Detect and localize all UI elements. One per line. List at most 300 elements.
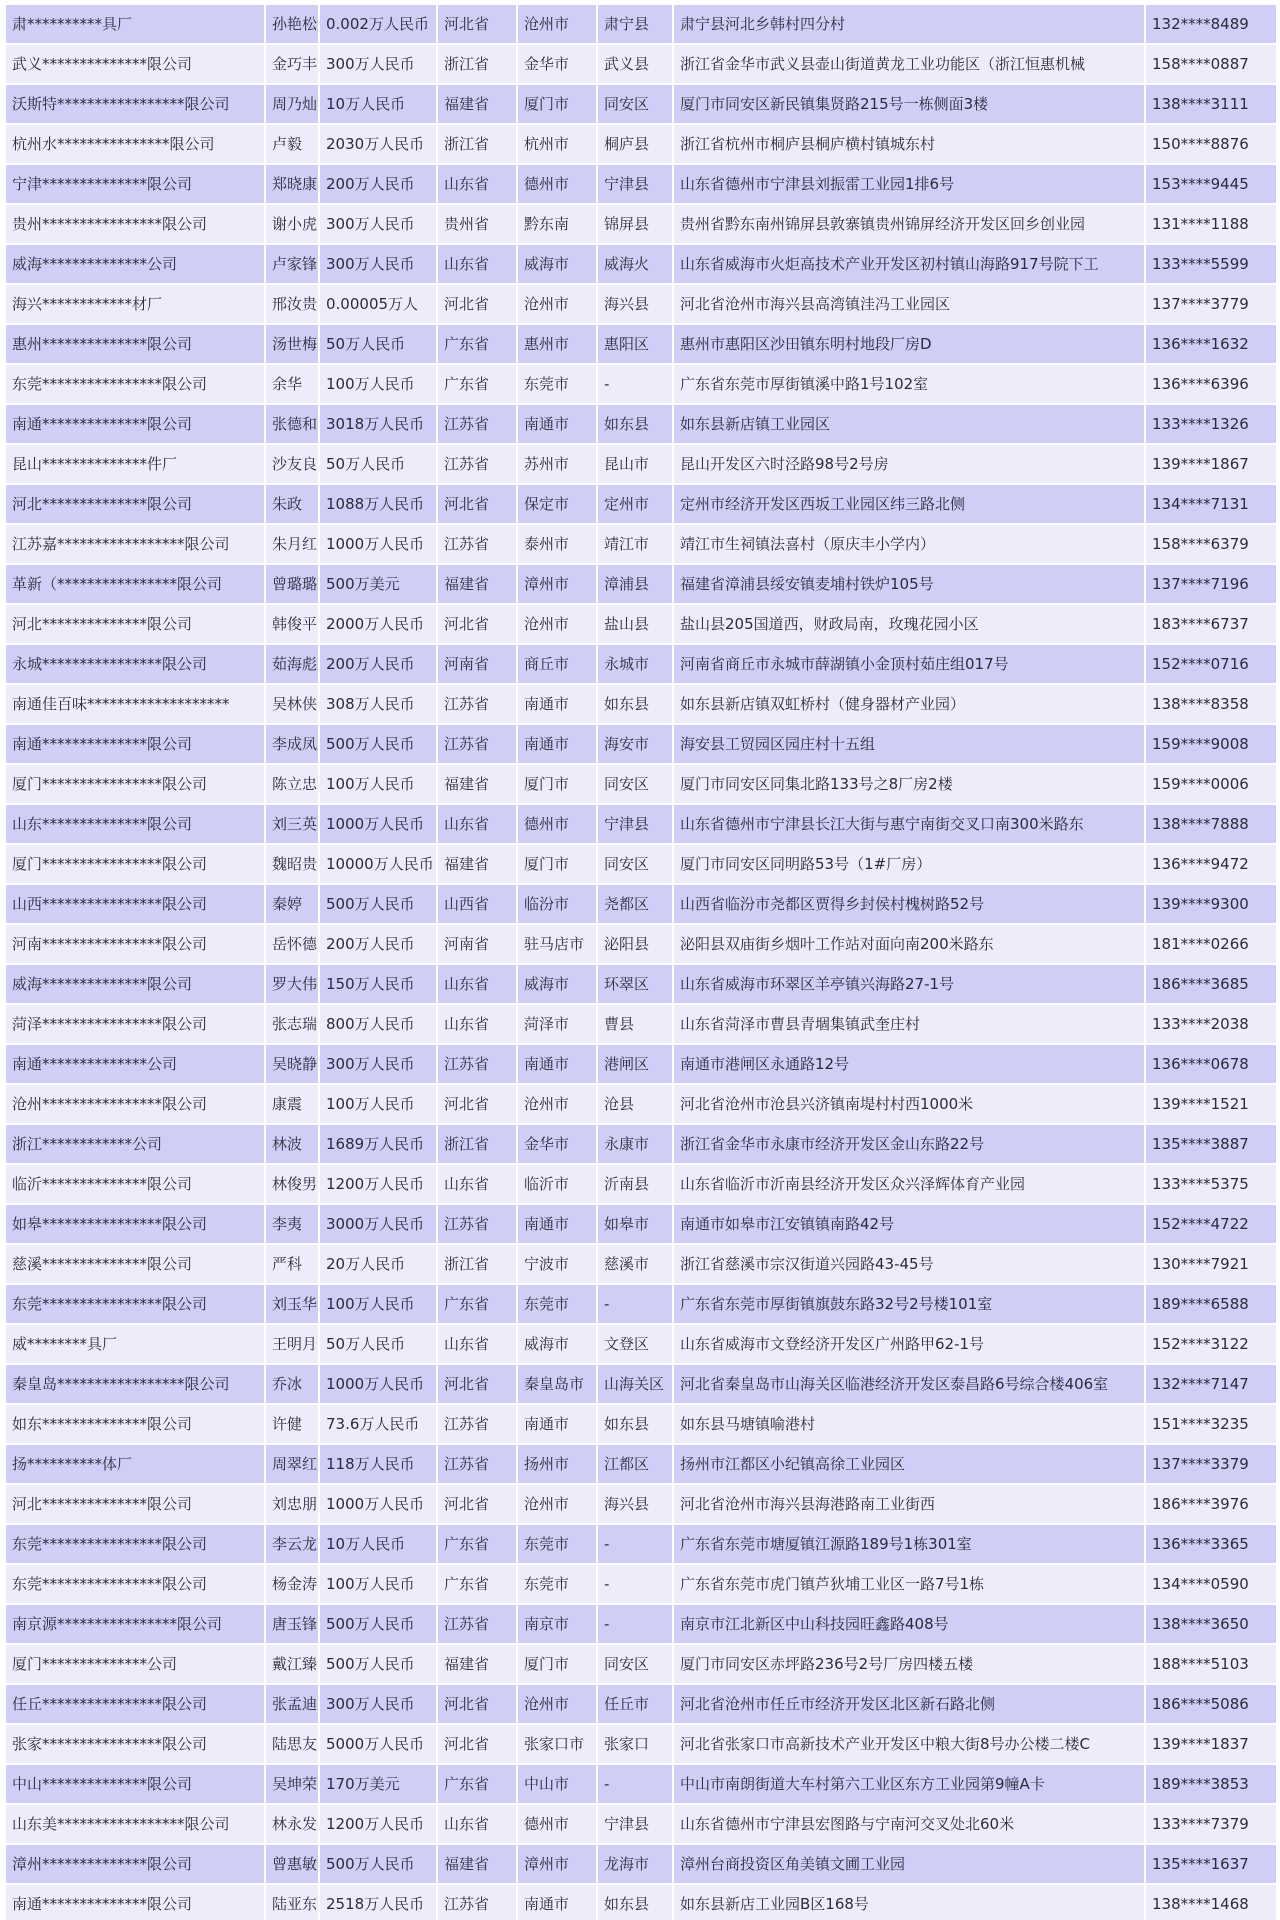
table-row [6,85,1276,123]
province-cell: 河北省 [438,1685,516,1723]
city-cell: 南京市 [518,1605,596,1643]
province-cell: 江苏省 [438,525,516,563]
legal-person-cell: 曾璐璐 [266,565,318,603]
address-cell: 如东县新店镇双虹桥村（健身器材产业园） [674,685,1144,723]
phone-cell: 137****3779 [1146,285,1276,323]
city-cell: 中山市 [518,1765,596,1803]
registered-capital-cell: 10000万人民币 [320,845,436,883]
company-name-cell: 南通**************限公司 [6,405,264,443]
registered-capital-cell: 1200万人民币 [320,1165,436,1203]
city-cell: 南通市 [518,685,596,723]
registered-capital-cell: 5000万人民币 [320,1725,436,1763]
company-name-cell: 杭州水***************限公司 [6,125,264,163]
table-row [6,685,1276,723]
table-row [6,1245,1276,1283]
phone-cell: 139****1867 [1146,445,1276,483]
registered-capital-cell: 170万美元 [320,1765,436,1803]
registered-capital-cell: 0.00005万人 [320,285,436,323]
table-row [6,725,1276,763]
table-row [6,605,1276,643]
address-cell: 南通市如皋市江安镇镇南路42号 [674,1205,1144,1243]
phone-cell: 134****0590 [1146,1565,1276,1603]
city-cell: 南通市 [518,1045,596,1083]
company-name-cell: 任丘****************限公司 [6,1685,264,1723]
registered-capital-cell: 300万人民币 [320,1685,436,1723]
legal-person-cell: 林俊男 [266,1165,318,1203]
company-name-cell: 如东**************限公司 [6,1405,264,1443]
address-cell: 南京市江北新区中山科技园旺鑫路408号 [674,1605,1144,1643]
address-cell: 厦门市同安区同明路53号（1#厂房） [674,845,1144,883]
phone-cell: 138****3650 [1146,1605,1276,1643]
phone-cell: 151****3235 [1146,1405,1276,1443]
phone-cell: 189****3853 [1146,1765,1276,1803]
company-name-cell: 张家****************限公司 [6,1725,264,1763]
registered-capital-cell: 150万人民币 [320,965,436,1003]
company-name-cell: 武义**************限公司 [6,45,264,83]
address-cell: 如东县新店镇工业园区 [674,405,1144,443]
table-row [6,1285,1276,1323]
legal-person-cell: 金巧丰 [266,45,318,83]
address-cell: 河北省张家口市高新技术产业开发区中粮大街8号办公楼二楼C [674,1725,1144,1763]
registered-capital-cell: 20万人民币 [320,1245,436,1283]
company-name-cell: 威********具厂 [6,1325,264,1363]
company-name-cell: 宁津**************限公司 [6,165,264,203]
address-cell: 厦门市同安区赤坪路236号2号厂房四楼五楼 [674,1645,1144,1683]
table-row [6,485,1276,523]
province-cell: 广东省 [438,1765,516,1803]
province-cell: 河北省 [438,485,516,523]
address-cell: 山东省临沂市沂南县经济开发区众兴泽辉体育产业园 [674,1165,1144,1203]
county-cell: 张家口 [598,1725,672,1763]
address-cell: 如东县马塘镇喻港村 [674,1405,1144,1443]
registered-capital-cell: 500万人民币 [320,1605,436,1643]
province-cell: 山东省 [438,965,516,1003]
county-cell: 海安市 [598,725,672,763]
company-name-cell: 南京源****************限公司 [6,1605,264,1643]
phone-cell: 189****6588 [1146,1285,1276,1323]
company-name-cell: 南通佳百味******************* [6,685,264,723]
table-row [6,1405,1276,1443]
legal-person-cell: 刘三英 [266,805,318,843]
phone-cell: 137****7196 [1146,565,1276,603]
county-cell: 漳浦县 [598,565,672,603]
legal-person-cell: 邢汝贵 [266,285,318,323]
table-row [6,365,1276,403]
legal-person-cell: 杨金涛 [266,1565,318,1603]
table-row [6,1765,1276,1803]
province-cell: 贵州省 [438,205,516,243]
registered-capital-cell: 500万人民币 [320,725,436,763]
phone-cell: 136****0678 [1146,1045,1276,1083]
province-cell: 浙江省 [438,125,516,163]
county-cell: 沧县 [598,1085,672,1123]
company-name-cell: 秦皇岛*****************限公司 [6,1365,264,1403]
phone-cell: 138****8358 [1146,685,1276,723]
province-cell: 河北省 [438,1085,516,1123]
phone-cell: 133****1326 [1146,405,1276,443]
company-name-cell: 如皋****************限公司 [6,1205,264,1243]
phone-cell: 150****8876 [1146,125,1276,163]
county-cell: 如东县 [598,1405,672,1443]
registered-capital-cell: 100万人民币 [320,1565,436,1603]
table-row [6,525,1276,563]
legal-person-cell: 林波 [266,1125,318,1163]
table-row [6,1445,1276,1483]
company-name-cell: 河南****************限公司 [6,925,264,963]
province-cell: 山东省 [438,1005,516,1043]
table-row [6,1845,1276,1883]
legal-person-cell: 李云龙 [266,1525,318,1563]
registered-capital-cell: 200万人民币 [320,925,436,963]
city-cell: 南通市 [518,1885,596,1920]
city-cell: 厦门市 [518,85,596,123]
county-cell: 港闸区 [598,1045,672,1083]
county-cell: - [598,1605,672,1643]
phone-cell: 132****7147 [1146,1365,1276,1403]
registered-capital-cell: 100万人民币 [320,1085,436,1123]
registered-capital-cell: 118万人民币 [320,1445,436,1483]
registered-capital-cell: 500万人民币 [320,1645,436,1683]
province-cell: 河北省 [438,285,516,323]
registered-capital-cell: 1200万人民币 [320,1805,436,1843]
city-cell: 厦门市 [518,845,596,883]
company-name-cell: 永城****************限公司 [6,645,264,683]
phone-cell: 186****3685 [1146,965,1276,1003]
registered-capital-cell: 3000万人民币 [320,1205,436,1243]
city-cell: 厦门市 [518,765,596,803]
city-cell: 东莞市 [518,1565,596,1603]
county-cell: 如皋市 [598,1205,672,1243]
county-cell: 如东县 [598,1885,672,1920]
address-cell: 厦门市同安区新民镇集贤路215号一栋侧面3楼 [674,85,1144,123]
company-name-cell: 厦门****************限公司 [6,765,264,803]
city-cell: 威海市 [518,245,596,283]
county-cell: 昆山市 [598,445,672,483]
table-row [6,965,1276,1003]
address-cell: 海安县工贸园区园庄村十五组 [674,725,1144,763]
company-name-cell: 惠州**************限公司 [6,325,264,363]
table-body [6,5,1276,1920]
table-row [6,1005,1276,1043]
table-row [6,845,1276,883]
company-name-cell: 沃斯特*****************限公司 [6,85,264,123]
address-cell: 山东省菏泽市曹县青堌集镇武奎庄村 [674,1005,1144,1043]
phone-cell: 134****7131 [1146,485,1276,523]
company-name-cell: 河北**************限公司 [6,605,264,643]
address-cell: 浙江省金华市永康市经济开发区金山东路22号 [674,1125,1144,1163]
county-cell: 桐庐县 [598,125,672,163]
address-cell: 福建省漳浦县绥安镇麦埔村铁炉105号 [674,565,1144,603]
province-cell: 河北省 [438,605,516,643]
table-row [6,1165,1276,1203]
province-cell: 河北省 [438,1725,516,1763]
registered-capital-cell: 2518万人民币 [320,1885,436,1920]
address-cell: 扬州市江都区小纪镇高徐工业园区 [674,1445,1144,1483]
company-name-cell: 厦门**************公司 [6,1645,264,1683]
city-cell: 沧州市 [518,605,596,643]
province-cell: 广东省 [438,1285,516,1323]
province-cell: 福建省 [438,765,516,803]
legal-person-cell: 王明月 [266,1325,318,1363]
registered-capital-cell: 1000万人民币 [320,1485,436,1523]
province-cell: 浙江省 [438,1245,516,1283]
table-row [6,645,1276,683]
table-row [6,1045,1276,1083]
city-cell: 宁波市 [518,1245,596,1283]
address-cell: 广东省东莞市厚街镇溪中路1号102室 [674,365,1144,403]
legal-person-cell: 林永发 [266,1805,318,1843]
phone-cell: 188****5103 [1146,1645,1276,1683]
city-cell: 沧州市 [518,285,596,323]
registered-capital-cell: 300万人民币 [320,245,436,283]
county-cell: 威海火 [598,245,672,283]
registered-capital-cell: 100万人民币 [320,365,436,403]
table-row [6,1605,1276,1643]
province-cell: 福建省 [438,1645,516,1683]
legal-person-cell: 周翠红 [266,1445,318,1483]
phone-cell: 136****3365 [1146,1525,1276,1563]
legal-person-cell: 戴江臻 [266,1645,318,1683]
city-cell: 南通市 [518,405,596,443]
address-cell: 肃宁县河北乡韩村四分村 [674,5,1144,43]
legal-person-cell: 余华 [266,365,318,403]
registered-capital-cell: 800万人民币 [320,1005,436,1043]
registered-capital-cell: 73.6万人民币 [320,1405,436,1443]
phone-cell: 130****7921 [1146,1245,1276,1283]
company-name-cell: 南通**************公司 [6,1045,264,1083]
phone-cell: 138****1468 [1146,1885,1276,1920]
city-cell: 黔东南 [518,205,596,243]
county-cell: 海兴县 [598,285,672,323]
company-name-cell: 东莞****************限公司 [6,1565,264,1603]
county-cell: 惠阳区 [598,325,672,363]
phone-cell: 158****0887 [1146,45,1276,83]
registered-capital-cell: 2030万人民币 [320,125,436,163]
table-row [6,1085,1276,1123]
city-cell: 苏州市 [518,445,596,483]
phone-cell: 158****6379 [1146,525,1276,563]
phone-cell: 133****7379 [1146,1805,1276,1843]
legal-person-cell: 严科 [266,1245,318,1283]
registered-capital-cell: 50万人民币 [320,325,436,363]
county-cell: 宁津县 [598,1805,672,1843]
address-cell: 浙江省杭州市桐庐县桐庐横村镇城东村 [674,125,1144,163]
table-row [6,805,1276,843]
city-cell: 沧州市 [518,1685,596,1723]
table-row [6,1525,1276,1563]
phone-cell: 139****1521 [1146,1085,1276,1123]
city-cell: 菏泽市 [518,1005,596,1043]
table-row [6,1645,1276,1683]
company-name-cell: 东莞****************限公司 [6,365,264,403]
county-cell: 龙海市 [598,1845,672,1883]
province-cell: 山东省 [438,1165,516,1203]
legal-person-cell: 秦婷 [266,885,318,923]
county-cell: 盐山县 [598,605,672,643]
legal-person-cell: 朱政 [266,485,318,523]
city-cell: 惠州市 [518,325,596,363]
province-cell: 山东省 [438,165,516,203]
registered-capital-cell: 10万人民币 [320,85,436,123]
county-cell: 沂南县 [598,1165,672,1203]
city-cell: 漳州市 [518,565,596,603]
legal-person-cell: 张孟迪 [266,1685,318,1723]
phone-cell: 138****3111 [1146,85,1276,123]
province-cell: 福建省 [438,1845,516,1883]
registered-capital-cell: 200万人民币 [320,645,436,683]
phone-cell: 152****0716 [1146,645,1276,683]
address-cell: 山东省威海市环翠区羊亭镇兴海路27-1号 [674,965,1144,1003]
legal-person-cell: 吴坤荣 [266,1765,318,1803]
registered-capital-cell: 50万人民币 [320,445,436,483]
city-cell: 杭州市 [518,125,596,163]
registered-capital-cell: 1000万人民币 [320,525,436,563]
legal-person-cell: 卢家锋 [266,245,318,283]
table-row [6,1885,1276,1920]
city-cell: 沧州市 [518,1085,596,1123]
registered-capital-cell: 1000万人民币 [320,805,436,843]
company-name-cell: 威海**************限公司 [6,965,264,1003]
table-row [6,1685,1276,1723]
province-cell: 河北省 [438,1365,516,1403]
company-name-cell: 慈溪**************限公司 [6,1245,264,1283]
address-cell: 靖江市生祠镇法喜村（原庆丰小学内） [674,525,1144,563]
county-cell: 海兴县 [598,1485,672,1523]
registered-capital-cell: 2000万人民币 [320,605,436,643]
city-cell: 南通市 [518,725,596,763]
city-cell: 东莞市 [518,365,596,403]
phone-cell: 133****5599 [1146,245,1276,283]
province-cell: 浙江省 [438,1125,516,1163]
county-cell: 尧都区 [598,885,672,923]
company-table [4,3,1278,1920]
company-name-cell: 山西****************限公司 [6,885,264,923]
company-name-cell: 中山**************限公司 [6,1765,264,1803]
county-cell: 文登区 [598,1325,672,1363]
province-cell: 河北省 [438,1485,516,1523]
registered-capital-cell: 308万人民币 [320,685,436,723]
table-row [6,245,1276,283]
legal-person-cell: 许健 [266,1405,318,1443]
address-cell: 河北省秦皇岛市山海关区临港经济开发区泰昌路6号综合楼406室 [674,1365,1144,1403]
legal-person-cell: 曾惠敏 [266,1845,318,1883]
city-cell: 沧州市 [518,1485,596,1523]
province-cell: 江苏省 [438,1885,516,1920]
province-cell: 河南省 [438,645,516,683]
address-cell: 泌阳县双庙街乡烟叶工作站对面向南200米路东 [674,925,1144,963]
address-cell: 广东省东莞市虎门镇芦狄埔工业区一路7号1栋 [674,1565,1144,1603]
county-cell: 同安区 [598,85,672,123]
address-cell: 山东省德州市宁津县长江大街与惠宁南街交叉口南300米路东 [674,805,1144,843]
county-cell: - [598,1765,672,1803]
address-cell: 漳州台商投资区角美镇文圃工业园 [674,1845,1144,1883]
address-cell: 河北省沧州市任丘市经济开发区北区新石路北侧 [674,1685,1144,1723]
legal-person-cell: 吴林侠 [266,685,318,723]
company-name-cell: 东莞****************限公司 [6,1285,264,1323]
company-name-cell: 山东美*****************限公司 [6,1805,264,1843]
table-row [6,765,1276,803]
legal-person-cell: 康震 [266,1085,318,1123]
county-cell: 同安区 [598,765,672,803]
province-cell: 广东省 [438,365,516,403]
address-cell: 广东省东莞市厚街镇旗鼓东路32号2号楼101室 [674,1285,1144,1323]
registered-capital-cell: 3018万人民币 [320,405,436,443]
county-cell: - [598,1525,672,1563]
city-cell: 金华市 [518,45,596,83]
legal-person-cell: 张德和 [266,405,318,443]
phone-cell: 159****0006 [1146,765,1276,803]
legal-person-cell: 周乃灿 [266,85,318,123]
county-cell: 泌阳县 [598,925,672,963]
phone-cell: 136****6396 [1146,365,1276,403]
city-cell: 秦皇岛市 [518,1365,596,1403]
city-cell: 张家口市 [518,1725,596,1763]
table-row [6,1205,1276,1243]
address-cell: 山西省临汾市尧都区贾得乡封侯村槐树路52号 [674,885,1144,923]
registered-capital-cell: 0.002万人民币 [320,5,436,43]
company-name-cell: 漳州**************限公司 [6,1845,264,1883]
table-row [6,1565,1276,1603]
province-cell: 江苏省 [438,1205,516,1243]
company-name-cell: 河北**************限公司 [6,485,264,523]
table-row [6,1325,1276,1363]
table-row [6,205,1276,243]
company-name-cell: 威海**************公司 [6,245,264,283]
county-cell: 同安区 [598,1645,672,1683]
company-name-cell: 贵州****************限公司 [6,205,264,243]
registered-capital-cell: 10万人民币 [320,1525,436,1563]
city-cell: 德州市 [518,805,596,843]
table-row [6,1805,1276,1843]
company-name-cell: 肃**********具厂 [6,5,264,43]
address-cell: 山东省威海市文登经济开发区广州路甲62-1号 [674,1325,1144,1363]
city-cell: 临汾市 [518,885,596,923]
city-cell: 东莞市 [518,1525,596,1563]
table-row [6,1485,1276,1523]
registered-capital-cell: 300万人民币 [320,205,436,243]
province-cell: 河北省 [438,5,516,43]
phone-cell: 137****3379 [1146,1445,1276,1483]
address-cell: 惠州市惠阳区沙田镇东明村地段厂房D [674,325,1144,363]
table-row [6,885,1276,923]
company-name-cell: 南通**************限公司 [6,1885,264,1920]
county-cell: 武义县 [598,45,672,83]
province-cell: 江苏省 [438,405,516,443]
legal-person-cell: 孙艳松 [266,5,318,43]
county-cell: 定州市 [598,485,672,523]
city-cell: 威海市 [518,1325,596,1363]
phone-cell: 159****9008 [1146,725,1276,763]
legal-person-cell: 郑晓康 [266,165,318,203]
county-cell: 同安区 [598,845,672,883]
county-cell: 永城市 [598,645,672,683]
table-row [6,925,1276,963]
province-cell: 山东省 [438,805,516,843]
address-cell: 南通市港闸区永通路12号 [674,1045,1144,1083]
address-cell: 河北省沧州市沧县兴济镇南堤村村西1000米 [674,1085,1144,1123]
legal-person-cell: 沙友良 [266,445,318,483]
registered-capital-cell: 500万人民币 [320,1845,436,1883]
legal-person-cell: 唐玉锋 [266,1605,318,1643]
address-cell: 河北省沧州市海兴县海港路南工业街西 [674,1485,1144,1523]
table-row [6,5,1276,43]
table-row [6,445,1276,483]
phone-cell: 135****1637 [1146,1845,1276,1883]
county-cell: 曹县 [598,1005,672,1043]
city-cell: 厦门市 [518,1645,596,1683]
address-cell: 厦门市同安区同集北路133号之8厂房2楼 [674,765,1144,803]
legal-person-cell: 吴晓静 [266,1045,318,1083]
